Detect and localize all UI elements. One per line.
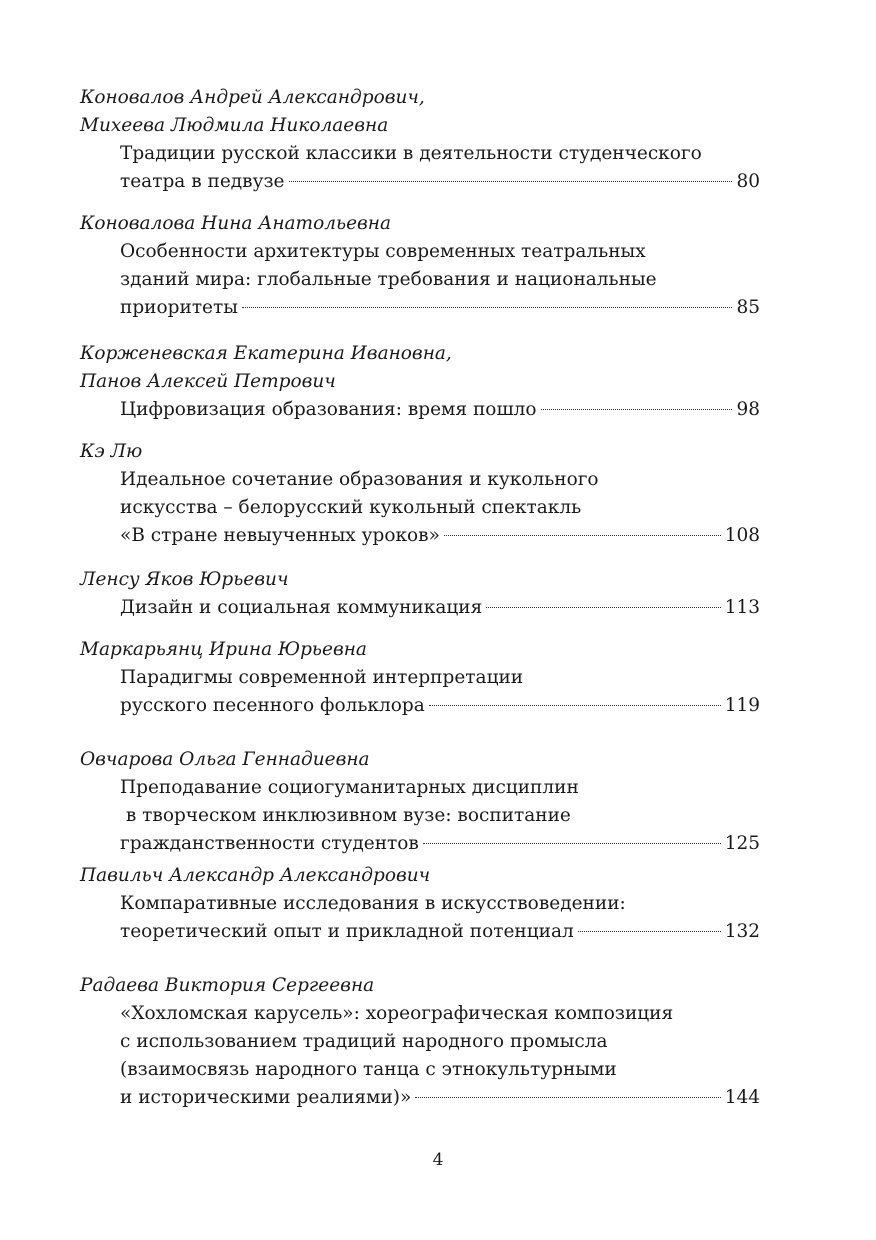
toc-title-text: театра в педвузе <box>120 171 285 192</box>
toc-entry <box>80 566 760 622</box>
toc-title-line: Традиции русской классики в деятельности студенческого <box>120 143 702 164</box>
toc-title-last-line <box>80 168 760 196</box>
toc-entry <box>80 972 760 1112</box>
dot-leader <box>541 409 733 410</box>
toc-page-number: 132 <box>724 921 760 942</box>
toc-title-line: искусства – белорусский кукольный спектакль <box>120 497 582 518</box>
toc-title-last-line <box>80 294 760 322</box>
toc-title-line: Компаративные исследования в искусствоведении: <box>120 893 626 914</box>
dot-leader <box>415 1097 720 1098</box>
toc-title-text: русского песенного фольклора <box>120 695 425 716</box>
toc-entry <box>80 746 760 858</box>
toc-title-last-line <box>80 594 760 622</box>
dot-leader <box>486 607 720 608</box>
toc-title-line: Преподавание социогуманитарных дисциплин <box>120 777 579 798</box>
toc-title-text: теоретический опыт и прикладной потенциал <box>120 921 574 942</box>
toc-page-number: 85 <box>736 297 760 318</box>
toc-title-line: (взаимосвязь народного танца с этнокультурными <box>120 1059 617 1080</box>
toc-title-line: зданий мира: глобальные требования и национальные <box>120 269 657 290</box>
toc-title-line: с использованием традиций народного промысла <box>120 1031 608 1052</box>
toc-title-text: Цифровизация образования: время пошло <box>120 399 537 420</box>
toc-page-number: 119 <box>724 695 760 716</box>
toc-entry <box>80 862 760 946</box>
toc-title-last-line <box>80 918 760 946</box>
dot-leader <box>444 535 721 536</box>
toc-title-last-line <box>80 1084 760 1112</box>
toc-entry <box>80 438 760 550</box>
toc-author: Коновалова Нина Анатольевна <box>80 213 392 234</box>
toc-author: Овчарова Ольга Геннадиевна <box>80 749 370 770</box>
toc-author: Михеева Людмила Николаевна <box>80 115 389 136</box>
toc-title-last-line <box>80 396 760 424</box>
toc-title-line: в творческом инклюзивном вузе: воспитание <box>120 805 571 826</box>
toc-entry <box>80 340 760 424</box>
toc-author: Кэ Лю <box>80 441 143 462</box>
toc-author: Корженевская Екатерина Ивановна, <box>80 343 452 364</box>
dot-leader <box>429 705 721 706</box>
toc-title-line: «Хохломская карусель»: хореографическая композиция <box>120 1003 674 1024</box>
dot-leader <box>578 931 721 932</box>
toc-author: Павильч Александр Александрович <box>80 865 431 886</box>
toc-entry <box>80 84 760 196</box>
toc-title-last-line <box>80 522 760 550</box>
toc-title-text: приоритеты <box>120 297 238 318</box>
toc-title-last-line <box>80 830 760 858</box>
toc-title-line: Парадигмы современной интерпретации <box>120 667 524 688</box>
dot-leader <box>289 181 733 182</box>
toc-title-text: «В стране невыученных уроков» <box>120 525 440 546</box>
toc-page-number: 108 <box>724 525 760 546</box>
toc-page-number: 125 <box>724 833 760 854</box>
toc-page-number: 144 <box>724 1087 760 1108</box>
toc-entry <box>80 210 760 322</box>
toc-author: Маркарьянц Ирина Юрьевна <box>80 639 367 660</box>
toc-author: Коновалов Андрей Александрович, <box>80 87 425 108</box>
toc-title-text: Дизайн и социальная коммуникация <box>120 597 483 618</box>
toc-title-text: и историческими реалиями)» <box>120 1087 412 1108</box>
toc-author: Радаева Виктория Сергеевна <box>80 975 375 996</box>
toc-entry <box>80 636 760 720</box>
toc-title-last-line <box>80 692 760 720</box>
toc-author: Панов Алексей Петрович <box>80 371 336 392</box>
toc-title-line: Особенности архитектуры современных театральных <box>120 241 646 262</box>
toc-title-line: Идеальное сочетание образования и кукольного <box>120 469 599 490</box>
toc-author: Ленсу Яков Юрьевич <box>80 569 289 590</box>
page-number: 4 <box>432 1150 444 1170</box>
toc-page-number: 113 <box>724 597 760 618</box>
dot-leader <box>242 307 732 308</box>
dot-leader <box>423 843 721 844</box>
toc-page-number: 80 <box>736 171 760 192</box>
toc-title-text: гражданственности студентов <box>120 833 419 854</box>
toc-page-number: 98 <box>736 399 760 420</box>
